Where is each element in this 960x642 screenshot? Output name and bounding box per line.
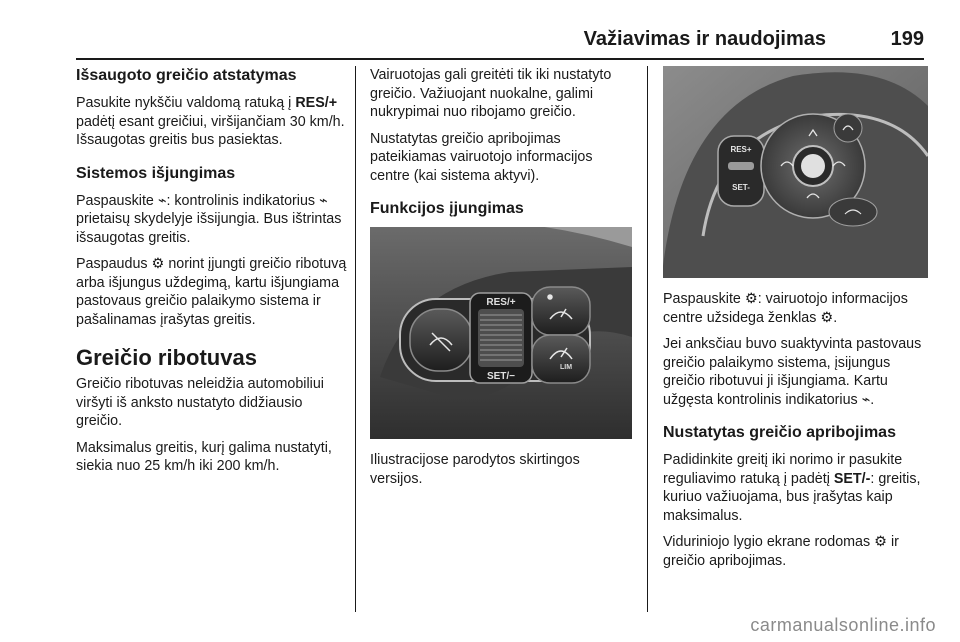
text: . bbox=[870, 391, 875, 408]
steering-wheel-controls-figure-alt bbox=[663, 66, 928, 278]
page-number: 199 bbox=[890, 28, 924, 50]
fig-res-label: RES/+ bbox=[486, 297, 516, 308]
paragraph-set-limit bbox=[663, 451, 928, 525]
heading-set-limit: Nustatytas greičio apribojimas bbox=[663, 424, 896, 441]
cruise-indicator-icon: ⌁ bbox=[861, 391, 871, 408]
heading-system-off: Sistemos išjungimas bbox=[76, 164, 236, 182]
text: Padidinkite greitį iki norimo ir pasukite reguliavimo ratuką į padėtį bbox=[663, 452, 903, 487]
page-header bbox=[76, 24, 924, 60]
paragraph-limit-display: Nustatytas greičio apribojimas pateikiamas vairuotojo informacijos centre (kai sistema aktyvi). bbox=[370, 130, 593, 184]
text: Jei anksčiau buvo suaktyvinta pastovaus greičio palaikymo sistema, įsijungus greičio ribotuvui ji išjungiama. Kartu užgęsta kontrolinis indikatorius bbox=[663, 336, 922, 408]
fig-set-label: SET/− bbox=[486, 371, 516, 382]
text: Viduriniojo lygio ekrane rodomas bbox=[663, 534, 875, 550]
cruise-off-icon: ⌁ bbox=[157, 192, 167, 209]
paragraph-driver-accel: Vairuotojas gali greitėti tik iki nustatyto greičio. Važiuojant nuokalne, galimi nukrypimai nuo ribojamo greičio. bbox=[370, 67, 612, 120]
steering-wheel-controls-figure bbox=[370, 227, 632, 439]
watermark: carmanualsonline.info bbox=[750, 615, 936, 635]
text: Paspauskite bbox=[663, 291, 745, 307]
speed-limiter-icon: ⚙ bbox=[151, 256, 165, 272]
fig-lim-label: LIM bbox=[559, 364, 573, 371]
set-label: SET/- bbox=[833, 470, 871, 487]
paragraph-versions: Iliustracijose parodytos skirtingos versijos. bbox=[370, 452, 580, 487]
text: Paspauskite bbox=[76, 192, 158, 209]
res-label: RES/+ bbox=[295, 95, 338, 111]
fig3-set-label: SET- bbox=[732, 183, 750, 192]
speed-limiter-icon: ⚙ bbox=[820, 309, 834, 326]
text: norint įjungti greičio ribotuvą arba išjungus uždegimą, kartu išjungiama pastovaus greičio palaikymo sistema ir pašalinamas įrašytas greitis. bbox=[76, 256, 347, 328]
cruise-indicator-icon: ⌁ bbox=[319, 192, 328, 209]
paragraph-press-limiter bbox=[663, 290, 928, 327]
text: Pasukite nykščiu valdomą ratuką į bbox=[76, 95, 296, 111]
speed-limiter-icon: ⚙ bbox=[744, 291, 758, 307]
text: . bbox=[833, 309, 838, 326]
paragraph-off-2 bbox=[76, 255, 351, 329]
text: padėtį esant greičiui, viršijančiam 30 km/h. Išsaugotas greitis bus pasiektas. bbox=[76, 113, 345, 148]
column-1 bbox=[76, 66, 351, 484]
text: : kontrolinis indikatorius bbox=[166, 192, 320, 209]
steering-controls-illustration bbox=[370, 227, 632, 439]
paragraph-cruise-disabled bbox=[663, 335, 928, 409]
column-divider bbox=[355, 66, 356, 612]
heading-speed-limiter: Greičio ribotuvas bbox=[76, 345, 257, 370]
paragraph-restore bbox=[76, 94, 351, 150]
text: Paspaudus bbox=[76, 256, 152, 272]
text: ir greičio apribojimas. bbox=[663, 534, 899, 569]
heading-restore-speed: Išsaugoto greičio atstatymas bbox=[76, 67, 297, 84]
text: : vairuotojo informacijos centre užsidega ženklas bbox=[663, 291, 908, 326]
paragraph-limiter-1: Greičio ribotuvas neleidžia automobiliui viršyti iš anksto nustatyto didžiausio greičio. bbox=[76, 376, 324, 429]
text: prietaisų skydelyje išsijungia. Bus ištrintas išsaugotas greitis. bbox=[76, 211, 342, 246]
paragraph-off-1 bbox=[76, 192, 351, 248]
fig3-res-label: RES+ bbox=[730, 145, 752, 154]
column-3 bbox=[663, 66, 928, 578]
text: : greitis, kuriuo važiuojama, bus įrašytas kaip maksimalus. bbox=[663, 470, 921, 524]
paragraph-limiter-2: Maksimalus greitis, kurį galima nustatyti, siekia nuo 25 km/h iki 200 km/h. bbox=[76, 439, 332, 474]
page-header-title: Važiavimas ir naudojimas bbox=[583, 28, 826, 50]
paragraph-mid-display bbox=[663, 533, 928, 570]
heading-activation: Funkcijos įjungimas bbox=[370, 200, 524, 217]
column-2 bbox=[370, 66, 632, 496]
steering-controls-illustration-alt bbox=[663, 66, 928, 278]
speed-limiter-icon: ⚙ bbox=[874, 534, 887, 550]
column-divider bbox=[647, 66, 648, 612]
